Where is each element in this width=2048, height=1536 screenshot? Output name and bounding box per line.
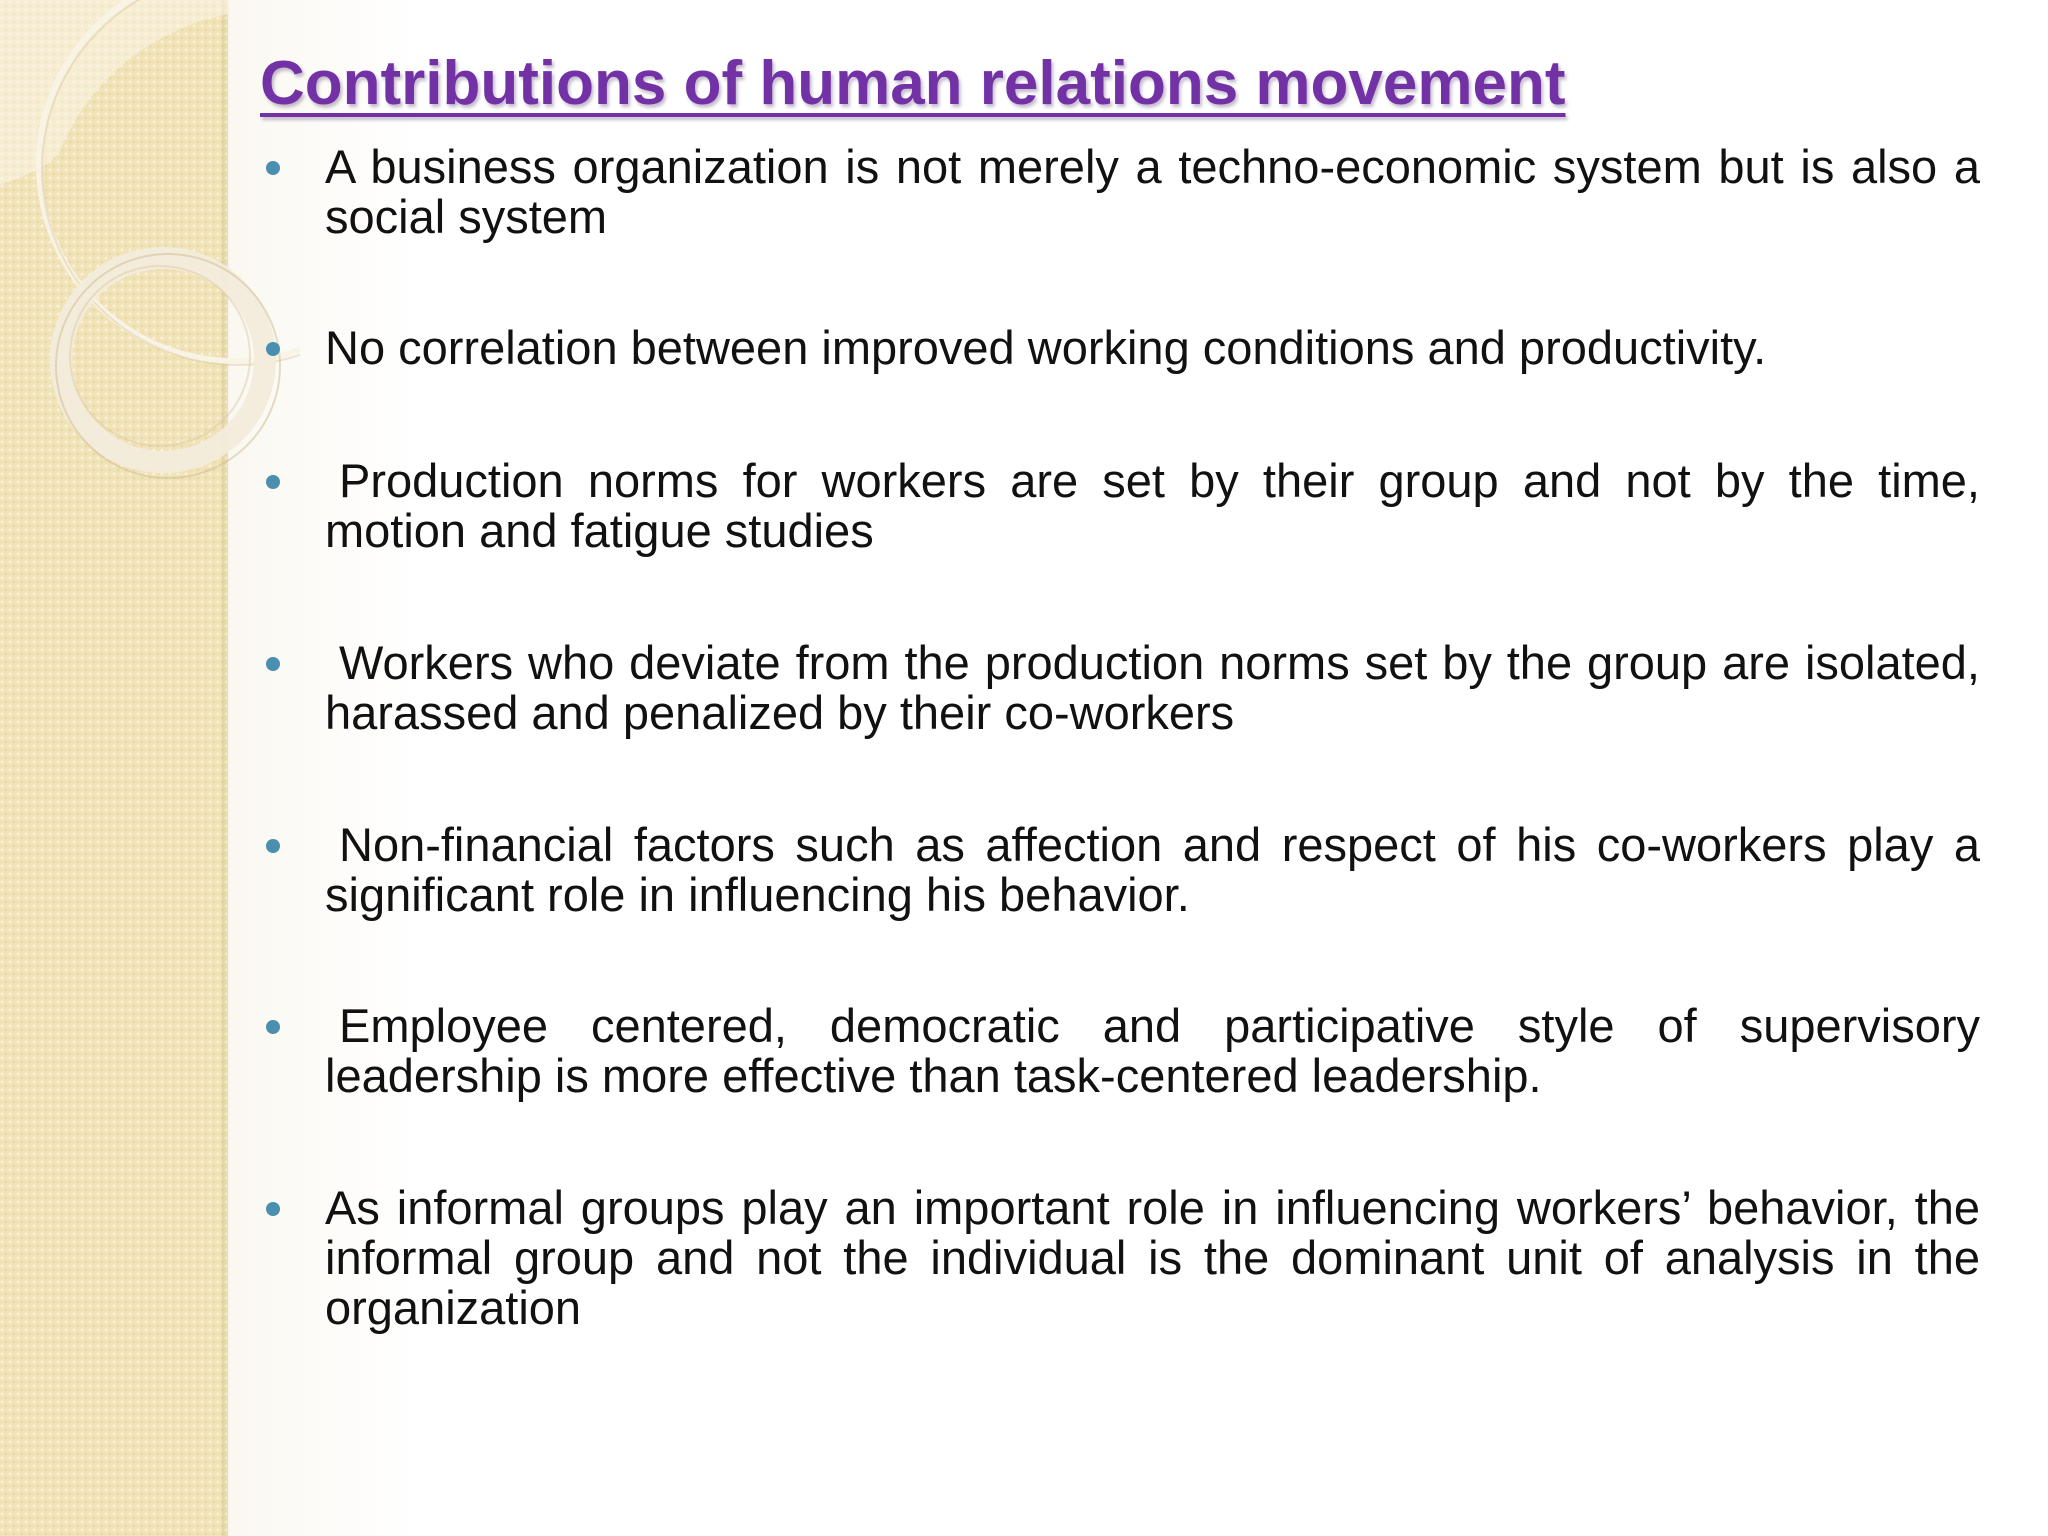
bullet-item <box>325 1001 1980 1101</box>
bullet-text: Workers who deviate from the production norms set by the group are isolated, harassed and penalized by their co-workers <box>325 636 1980 739</box>
bullet-dot-icon <box>266 1202 280 1216</box>
bullet-item <box>325 638 1980 738</box>
bullet-item <box>325 323 1980 373</box>
bullet-item <box>325 1183 1980 1333</box>
bullet-item <box>325 142 1980 242</box>
bullet-dot-icon <box>266 839 280 853</box>
bullet-dot-icon <box>266 1020 280 1034</box>
bullet-text: Employee centered, democratic and participative style of supervisory leadership is more effective than task-centered leadership. <box>325 999 1980 1102</box>
bullet-dot-icon <box>266 475 280 489</box>
bullet-dot-icon <box>266 342 280 356</box>
bullet-text: No correlation between improved working conditions and productivity. <box>325 321 1767 374</box>
bullet-dot-icon <box>266 161 280 175</box>
bullet-dot-icon <box>266 657 280 671</box>
bullet-text: As informal groups play an important role in influencing workers’ behavior, the informal group and not the individual is the dominant unit of analysis in the organization <box>325 1181 1980 1334</box>
bullet-item <box>325 456 1980 556</box>
slide-title: Contributions of human relations movement <box>260 49 1566 118</box>
bullet-text: Production norms for workers are set by their group and not by the time, motion and fatigue studies <box>325 454 1980 557</box>
bullet-item <box>325 820 1980 920</box>
bullet-text: A business organization is not merely a techno-economic system but is also a social system <box>325 140 1980 243</box>
bullet-text: Non-financial factors such as affection and respect of his co-workers play a significant role in influencing his behavior. <box>325 818 1980 921</box>
